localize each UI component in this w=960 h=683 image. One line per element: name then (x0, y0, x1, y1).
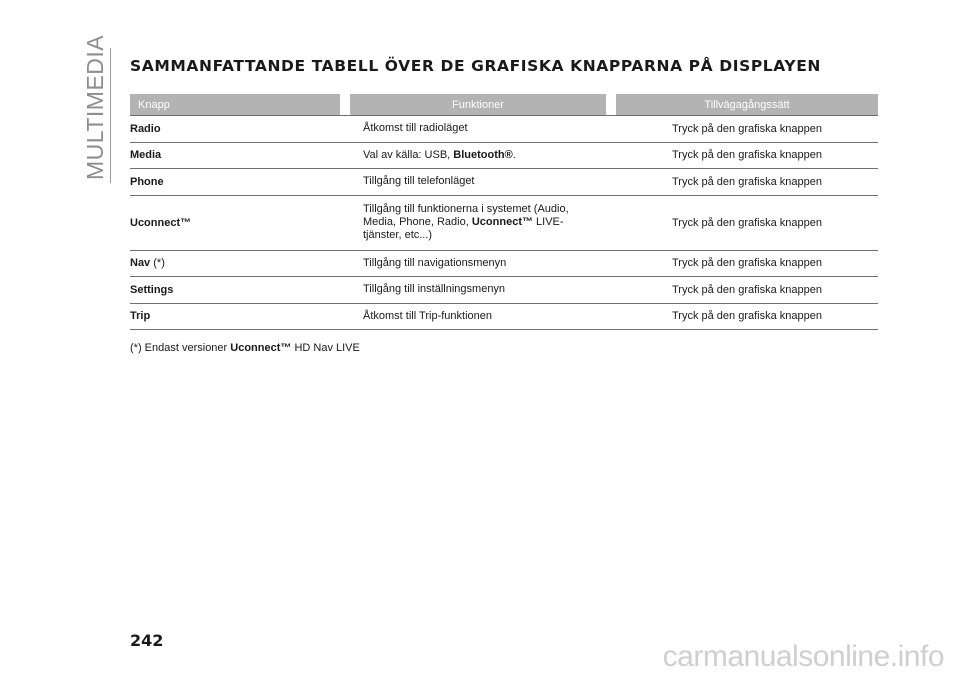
table-row (130, 142, 878, 169)
section-divider (110, 48, 111, 183)
table-row (130, 116, 878, 143)
cell-gap (340, 277, 350, 304)
function-text: Uconnect™ (471, 216, 533, 228)
cell-gap (606, 303, 616, 330)
page-title: SAMMANFATTANDE TABELL ÖVER DE GRAFISKA KNAPPARNA PÅ DISPLAYEN (130, 57, 821, 75)
cell-gap (340, 116, 350, 143)
function-text: Tillgång till telefonläget (363, 175, 475, 188)
cell-gap (340, 195, 350, 250)
cell-gap (340, 142, 350, 169)
function-cell (350, 116, 606, 143)
method-cell: Tryck på den grafiska knappen (616, 116, 878, 143)
button-name: Phone (130, 175, 164, 188)
function-text: tjänster, etc...) (363, 229, 433, 241)
button-name-cell (130, 169, 340, 196)
button-name-cell (130, 250, 340, 277)
button-name: Trip (130, 310, 151, 323)
buttons-table (130, 94, 878, 330)
function-cell (350, 250, 606, 277)
button-name: Settings (130, 283, 174, 296)
cell-gap (606, 250, 616, 277)
function-text: LIVE- (532, 216, 564, 228)
button-name-cell (130, 303, 340, 330)
method-cell: Tryck på den grafiska knappen (616, 303, 878, 330)
table-header-row (130, 94, 878, 116)
table-row (130, 169, 878, 196)
button-name: Radio (130, 122, 161, 135)
header-gap (606, 94, 616, 116)
button-name-cell (130, 142, 340, 169)
table-row (130, 195, 878, 250)
button-name-cell (130, 277, 340, 304)
function-text: Bluetooth® (453, 148, 513, 161)
button-name: Uconnect™ (130, 216, 192, 229)
method-cell: Tryck på den grafiska knappen (616, 195, 878, 250)
function-text: Val av källa: USB, (363, 148, 454, 161)
method-cell: Tryck på den grafiska knappen (616, 142, 878, 169)
footnote-prefix: (*) Endast versioner (130, 342, 231, 354)
function-cell (350, 277, 606, 304)
watermark: carmanualsonline.info (662, 640, 944, 673)
function-cell (350, 169, 606, 196)
table-row (130, 303, 878, 330)
function-text: Media, Phone, Radio, (363, 216, 472, 228)
button-name-cell (130, 116, 340, 143)
cell-gap (340, 250, 350, 277)
page-number: 242 (130, 631, 164, 650)
header-funktioner: Funktioner (350, 94, 606, 116)
function-text: . (512, 148, 516, 161)
header-knapp: Knapp (130, 94, 340, 116)
method-cell: Tryck på den grafiska knappen (616, 277, 878, 304)
function-cell (350, 195, 606, 250)
function-text: Åtkomst till Trip-funktionen (363, 309, 492, 322)
button-name-cell (130, 195, 340, 250)
method-cell: Tryck på den grafiska knappen (616, 169, 878, 196)
footnote-suffix: HD Nav LIVE (291, 342, 360, 354)
header-tillvagagangssatt: Tillvägagångssätt (616, 94, 878, 116)
cell-gap (606, 277, 616, 304)
cell-gap (606, 116, 616, 143)
cell-gap (606, 142, 616, 169)
cell-gap (340, 303, 350, 330)
button-name-note: (*) (150, 257, 165, 270)
header-gap (340, 94, 350, 116)
function-text: Tillgång till funktionerna i systemet (Audio, (363, 203, 569, 215)
table-body (130, 116, 878, 330)
table-row (130, 277, 878, 304)
footnote (130, 342, 360, 354)
function-text: Åtkomst till radioläget (363, 122, 468, 135)
method-cell: Tryck på den grafiska knappen (616, 250, 878, 277)
function-cell (350, 303, 606, 330)
footnote-bold: Uconnect™ (230, 342, 292, 354)
function-text: Tillgång till navigationsmenyn (363, 256, 507, 269)
section-label: MULTIMEDIA (82, 34, 108, 180)
function-cell (350, 142, 606, 169)
function-text: Tillgång till inställningsmenyn (363, 283, 506, 296)
table-row (130, 250, 878, 277)
cell-gap (340, 169, 350, 196)
button-name: Nav (130, 257, 151, 270)
cell-gap (606, 169, 616, 196)
cell-gap (606, 195, 616, 250)
button-name: Media (130, 149, 162, 162)
